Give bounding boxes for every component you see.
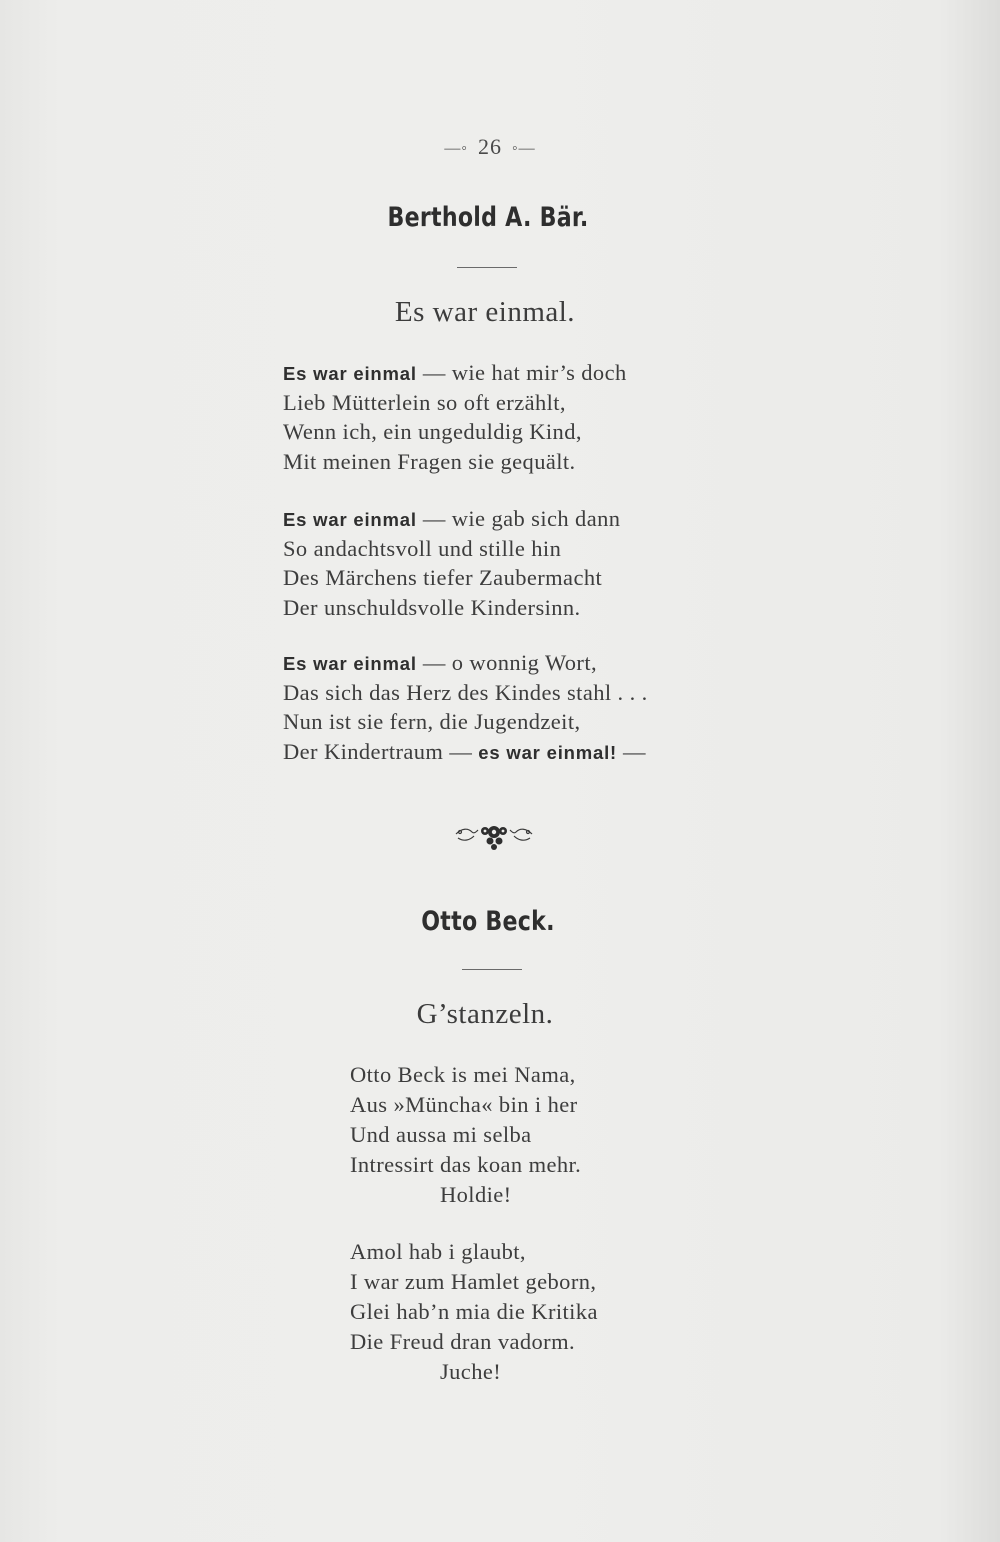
- divider-rule: [462, 969, 522, 970]
- poem-line: Lieb Mütterlein so oft erzählt,: [283, 389, 566, 415]
- poem-line-text: — o wonnig Wort,: [416, 650, 597, 675]
- page-number: [0, 134, 980, 160]
- page-number-right-ornament: ◦—: [512, 139, 536, 157]
- poem-line: [283, 358, 627, 388]
- stanza: [283, 504, 620, 622]
- poem-line: [283, 737, 648, 767]
- poem-refrain: Holdie!: [440, 1182, 512, 1207]
- poem-line: I war zum Hamlet geborn,: [350, 1269, 597, 1294]
- poem-line: Otto Beck is mei Nama,: [350, 1062, 576, 1087]
- poem-line-text: Der Kindertraum —: [283, 738, 479, 764]
- page-number-left-ornament: —◦: [444, 139, 468, 157]
- poem-line: Amol hab i glaubt,: [350, 1239, 526, 1264]
- poem-line: Die Freud dran vadorm.: [350, 1329, 575, 1354]
- poem-line: Das sich das Herz des Kindes stahl . . .: [283, 679, 648, 705]
- poem-line: Mit meinen Fragen sie gequält.: [283, 448, 576, 474]
- poem-line: Nun ist sie fern, die Jugendzeit,: [283, 709, 581, 734]
- stanza: [283, 358, 627, 476]
- page-number-value: 26: [478, 134, 502, 159]
- author-heading: Berthold A. Bär.: [387, 202, 589, 233]
- poem-line: Aus »Müncha« bin i her: [350, 1092, 578, 1117]
- stanza: [283, 648, 648, 766]
- stanza: [350, 1237, 598, 1387]
- author-heading: Otto Beck.: [421, 906, 555, 937]
- poem-line: Glei hab’n mia die Kritika: [350, 1299, 598, 1324]
- emphasized-phrase: es war einmal!: [478, 741, 617, 763]
- emphasized-phrase: Es war einmal: [283, 363, 417, 384]
- poem-line: Des Märchens tiefer Zaubermacht: [283, 565, 603, 590]
- stanza: [350, 1060, 581, 1210]
- poem-refrain: Juche!: [440, 1359, 502, 1384]
- poem-line: Intressirt das koan mehr.: [350, 1152, 582, 1177]
- emphasized-phrase: Es war einmal: [283, 509, 417, 530]
- poem-title: Es war einmal.: [394, 296, 576, 328]
- poem-title: G’stanzeln.: [416, 998, 554, 1030]
- poem-line-text: — wie hat mir’s doch: [416, 360, 627, 385]
- poem-line: Und aussa mi selba: [350, 1122, 532, 1147]
- poem-line: So andachtsvoll und stille hin: [283, 535, 562, 561]
- poem-line: [283, 648, 648, 678]
- poem-line-text: —: [616, 738, 646, 764]
- poem-line: [283, 504, 620, 534]
- emphasized-phrase: Es war einmal: [283, 653, 417, 674]
- divider-rule: [457, 267, 517, 268]
- poem-line-text: — wie gab sich dann: [416, 506, 621, 531]
- poem-line: Der unschuldsvolle Kindersinn.: [283, 594, 581, 620]
- floral-vignette-icon: [454, 818, 534, 854]
- poem-line: Wenn ich, ein ungeduldig Kind,: [283, 419, 582, 444]
